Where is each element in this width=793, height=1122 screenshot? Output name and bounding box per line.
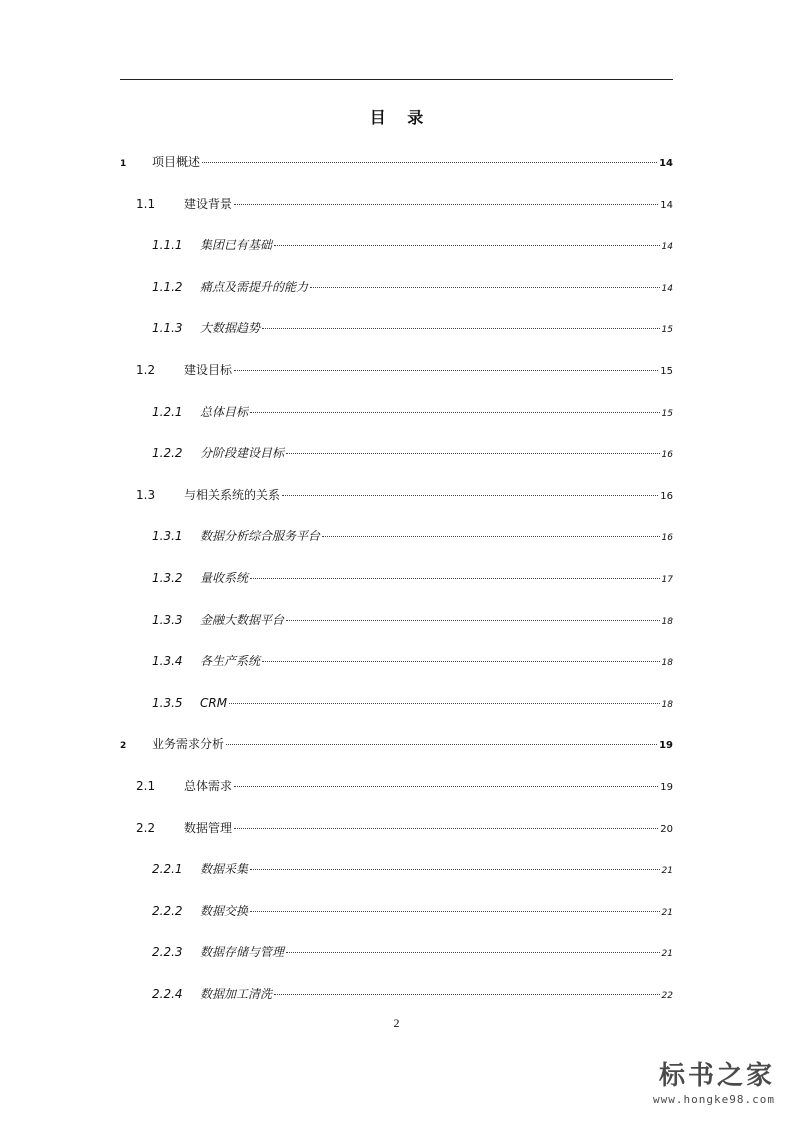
toc-entry-number: 2.2 <box>136 821 156 835</box>
toc-entry-page: 14 <box>661 242 673 252</box>
toc-entry[interactable] <box>120 445 673 461</box>
toc-dot-leader <box>310 287 660 288</box>
toc-entry-label: 业务需求分析 <box>152 737 225 751</box>
watermark-title: 标书之家 <box>658 1061 775 1091</box>
toc-entry-label: 项目概述 <box>152 155 201 169</box>
toc-entry[interactable] <box>120 196 673 212</box>
toc-dot-leader <box>286 620 660 621</box>
toc-entry[interactable] <box>120 736 673 752</box>
toc-dot-leader <box>250 412 660 413</box>
toc-dot-leader <box>250 578 660 579</box>
toc-entry[interactable] <box>120 820 673 836</box>
toc-entry[interactable] <box>120 362 673 378</box>
toc-entry-label: 数据管理 <box>184 821 233 835</box>
toc-dot-leader <box>229 703 659 704</box>
toc-entry-page: 15 <box>661 409 673 419</box>
watermark-url: www.hongke98.com <box>653 1093 775 1106</box>
toc-entry-number: 1.3 <box>136 488 156 502</box>
toc-entry[interactable] <box>120 154 673 170</box>
toc-dot-leader <box>262 328 660 329</box>
toc-entry-number: 1.1.2 <box>152 280 183 294</box>
toc-entry-label: 数据存储与管理 <box>200 945 285 959</box>
toc-entry-number: 1.3.1 <box>152 529 183 543</box>
toc-entry-number: 1.3.3 <box>152 613 183 627</box>
toc-entry-page: 15 <box>661 325 673 335</box>
toc-dot-leader <box>234 204 658 205</box>
toc-entry-page: 20 <box>660 824 673 835</box>
page-number: 2 <box>393 1016 400 1030</box>
toc-entry-number: 2.2.1 <box>152 862 183 876</box>
toc-entry-page: 22 <box>661 991 673 1001</box>
toc-entry-number: 1.2.1 <box>152 405 183 419</box>
toc-title: 目 录 <box>369 108 432 127</box>
toc-dot-leader <box>234 828 658 829</box>
toc-entry-label: 建设背景 <box>184 197 233 211</box>
toc-entry-page: 14 <box>659 158 673 169</box>
toc-entry[interactable] <box>120 279 673 295</box>
toc-entry-page: 21 <box>661 908 673 918</box>
toc-entry-label: 金融大数据平台 <box>200 613 285 627</box>
toc-entry-number: 1.1.3 <box>152 321 183 335</box>
toc-entry-label: 数据加工清洗 <box>200 987 273 1001</box>
toc-entry-number: 2.2.3 <box>152 945 183 959</box>
toc-entry[interactable] <box>120 903 673 919</box>
toc-entry-label: 各生产系统 <box>200 654 261 668</box>
toc-dot-leader <box>202 162 657 163</box>
toc-dot-leader <box>226 744 657 745</box>
toc-entry-label: 分阶段建设目标 <box>200 446 285 460</box>
toc-entry-page: 16 <box>660 491 673 502</box>
toc-entry-label: 数据采集 <box>200 862 249 876</box>
toc-entry-label: 总体需求 <box>184 779 233 793</box>
toc-entry[interactable] <box>120 487 673 503</box>
toc-entry[interactable] <box>120 570 673 586</box>
toc-entry-number: 2 <box>120 741 127 751</box>
toc-entry-page: 19 <box>660 782 673 793</box>
toc-entry-page: 18 <box>661 658 673 668</box>
toc-entry[interactable] <box>120 695 673 711</box>
toc-entry-label: 与相关系统的关系 <box>184 488 281 502</box>
toc-entry-number: 1.3.4 <box>152 654 183 668</box>
toc-entry-label: CRM <box>200 696 228 710</box>
toc-entry[interactable] <box>120 653 673 669</box>
toc-entry-number: 2.2.4 <box>152 987 183 1001</box>
toc-entry-page: 18 <box>661 617 673 627</box>
toc-entry-number: 1.1.1 <box>152 238 183 252</box>
toc-dot-leader <box>274 994 660 995</box>
toc-dot-leader <box>286 453 660 454</box>
toc-entry[interactable] <box>120 986 673 1002</box>
toc-dot-leader <box>234 786 658 787</box>
watermark <box>615 1060 775 1116</box>
toc-entry[interactable] <box>120 861 673 877</box>
toc-entry[interactable] <box>120 528 673 544</box>
toc-entry-number: 1.2 <box>136 363 156 377</box>
toc-dot-leader <box>262 661 660 662</box>
toc-entry[interactable] <box>120 237 673 253</box>
toc-entry-page: 17 <box>661 575 673 585</box>
toc-dot-leader <box>282 495 658 496</box>
toc-entry-page: 16 <box>661 450 673 460</box>
toc-entry-label: 痛点及需提升的能力 <box>200 280 309 294</box>
toc-dot-leader <box>250 869 660 870</box>
toc-dot-leader <box>274 245 660 246</box>
toc-entry-number: 1.3.5 <box>152 696 183 710</box>
toc-entry-page: 16 <box>661 533 673 543</box>
toc-entry-number: 1 <box>120 159 127 169</box>
toc-dot-leader <box>234 370 658 371</box>
toc-dot-leader <box>322 536 660 537</box>
toc-entry-label: 集团已有基础 <box>200 238 273 252</box>
toc-entry-label: 数据交换 <box>200 904 249 918</box>
toc-entry-page: 21 <box>661 949 673 959</box>
toc-entry-label: 大数据趋势 <box>200 321 261 335</box>
toc-entry-label: 量收系统 <box>200 571 249 585</box>
toc-entry[interactable] <box>120 404 673 420</box>
toc-dot-leader <box>250 911 660 912</box>
toc-entry-number: 1.3.2 <box>152 571 183 585</box>
toc-entry-page: 14 <box>661 284 673 294</box>
toc-entry-label: 数据分析综合服务平台 <box>200 529 321 543</box>
toc-entry-page: 15 <box>660 366 673 377</box>
toc-entry[interactable] <box>120 612 673 628</box>
toc-entry-label: 建设目标 <box>184 363 233 377</box>
toc-entry-label: 总体目标 <box>200 405 249 419</box>
toc-entry-number: 2.2.2 <box>152 904 183 918</box>
toc-entry-number: 1.2.2 <box>152 446 183 460</box>
toc-entry[interactable] <box>120 320 673 336</box>
toc-entry-page: 21 <box>661 866 673 876</box>
toc-entry[interactable] <box>120 778 673 794</box>
toc-entry-number: 1.1 <box>136 197 156 211</box>
toc-entry[interactable] <box>120 944 673 960</box>
toc-entry-page: 14 <box>660 200 673 211</box>
toc-dot-leader <box>286 952 660 953</box>
toc-entry-page: 19 <box>659 740 673 751</box>
toc-entry-number: 2.1 <box>136 779 156 793</box>
toc-entry-page: 18 <box>661 700 673 710</box>
